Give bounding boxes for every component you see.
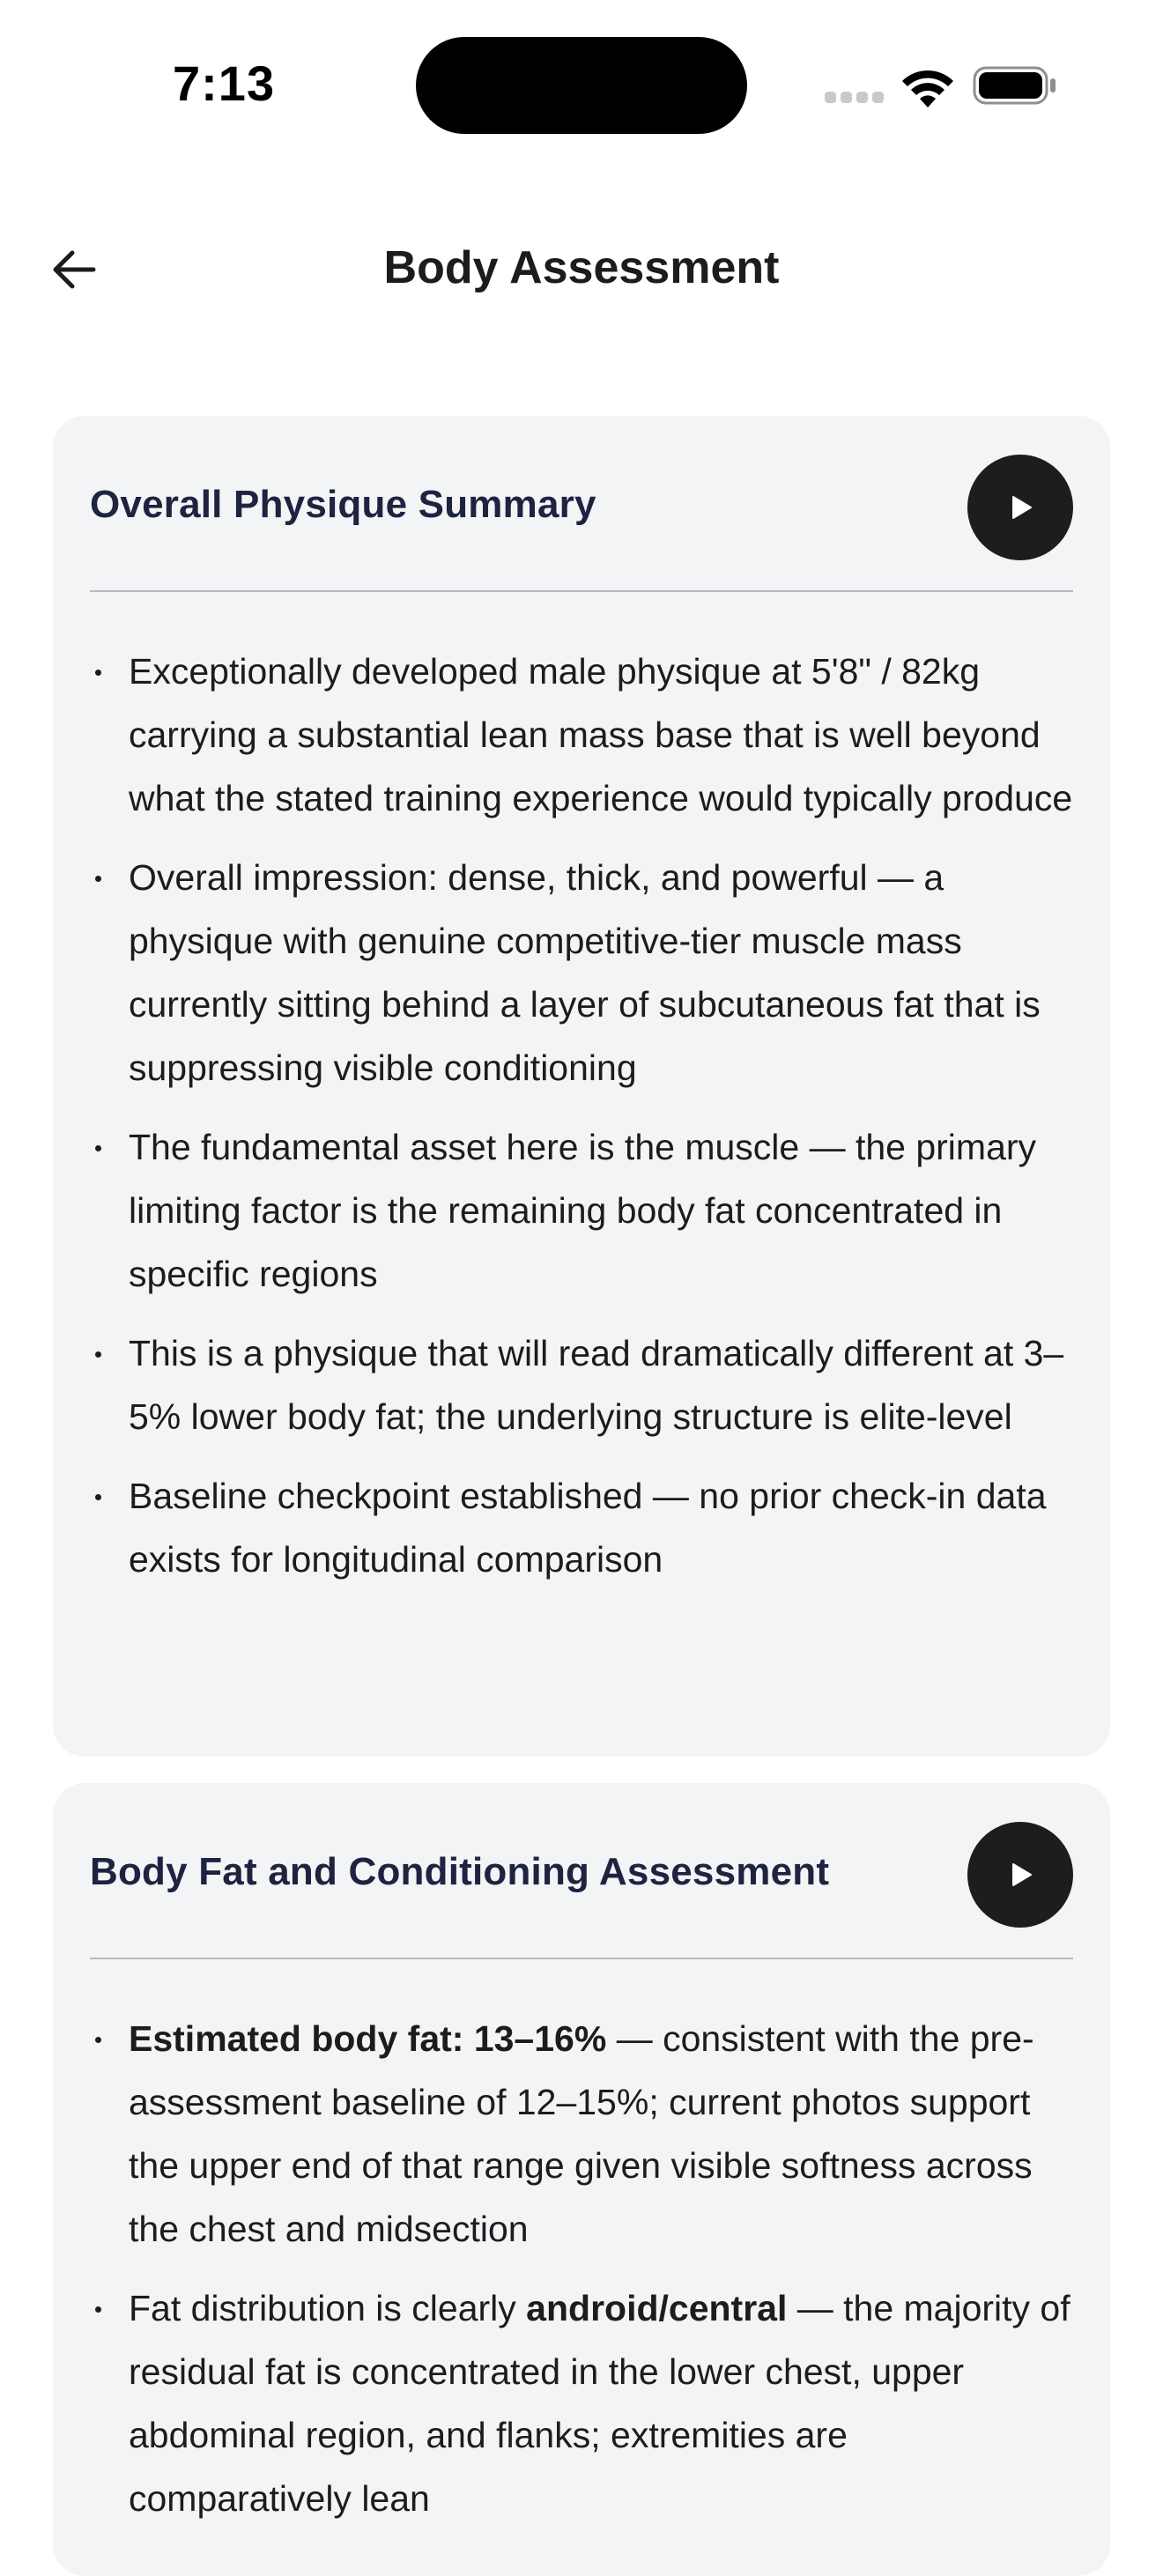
battery-icon — [973, 65, 1057, 106]
play-audio-button[interactable] — [967, 455, 1073, 560]
list-item: Overall impression: dense, thick, and powerful — a physique with genuine competitive-tier muscle mass currently sitting behind a layer of subcutaneous fat that is suppressing visible conditioning — [90, 846, 1073, 1099]
body-text: Fat distribution is clearly — [129, 2288, 527, 2328]
section-title: Body Fat and Conditioning Assessment — [90, 1850, 830, 1893]
body-text: — consistent with the pre-assessment baseline of 12–15%; current photos support the upper end of that range given visible softness across the chest and midsection — [129, 2018, 1034, 2249]
list-item: Baseline checkpoint established — no prior check-in data exists for longitudinal comparison — [90, 1464, 1073, 1591]
section-header — [90, 1783, 1073, 1958]
play-icon — [1005, 1860, 1035, 1890]
nav-header — [0, 211, 1163, 328]
wifi-icon — [900, 63, 955, 109]
body-text: — the majority of residual fat is concentrated in the lower chest, upper abdominal region, and flanks; extremities are comparatively lean — [129, 2288, 1070, 2519]
list-item — [90, 2276, 1073, 2530]
bullet-list — [90, 1959, 1073, 2530]
list-item — [90, 2007, 1073, 2261]
list-item: This is a physique that will read dramatically different at 3–5% lower body fat; the underlying structure is elite-level — [90, 1321, 1073, 1448]
play-audio-button[interactable] — [967, 1822, 1073, 1928]
page-title: Body Assessment — [383, 242, 780, 293]
list-item: The fundamental asset here is the muscle — the primary limiting factor is the remaining body fat concentrated in specific regions — [90, 1115, 1073, 1306]
section-header — [90, 416, 1073, 590]
section-card-physique-summary — [53, 416, 1110, 1757]
cellular-signal-icon — [825, 92, 885, 104]
play-icon — [1005, 492, 1035, 522]
bold-text: Estimated body fat: 13–16% — [129, 2018, 607, 2059]
section-title: Overall Physique Summary — [90, 483, 596, 526]
bold-text: android/central — [526, 2288, 788, 2328]
list-item: Exceptionally developed male physique at 5'8" / 82kg carrying a substantial lean mass base that is well beyond what the stated training experience would typically produce — [90, 640, 1073, 830]
status-bar — [0, 0, 1163, 167]
status-time: 7:13 — [173, 56, 276, 111]
bullet-list — [90, 592, 1073, 1591]
section-card-body-fat — [53, 1783, 1110, 2576]
dynamic-island — [416, 37, 747, 134]
